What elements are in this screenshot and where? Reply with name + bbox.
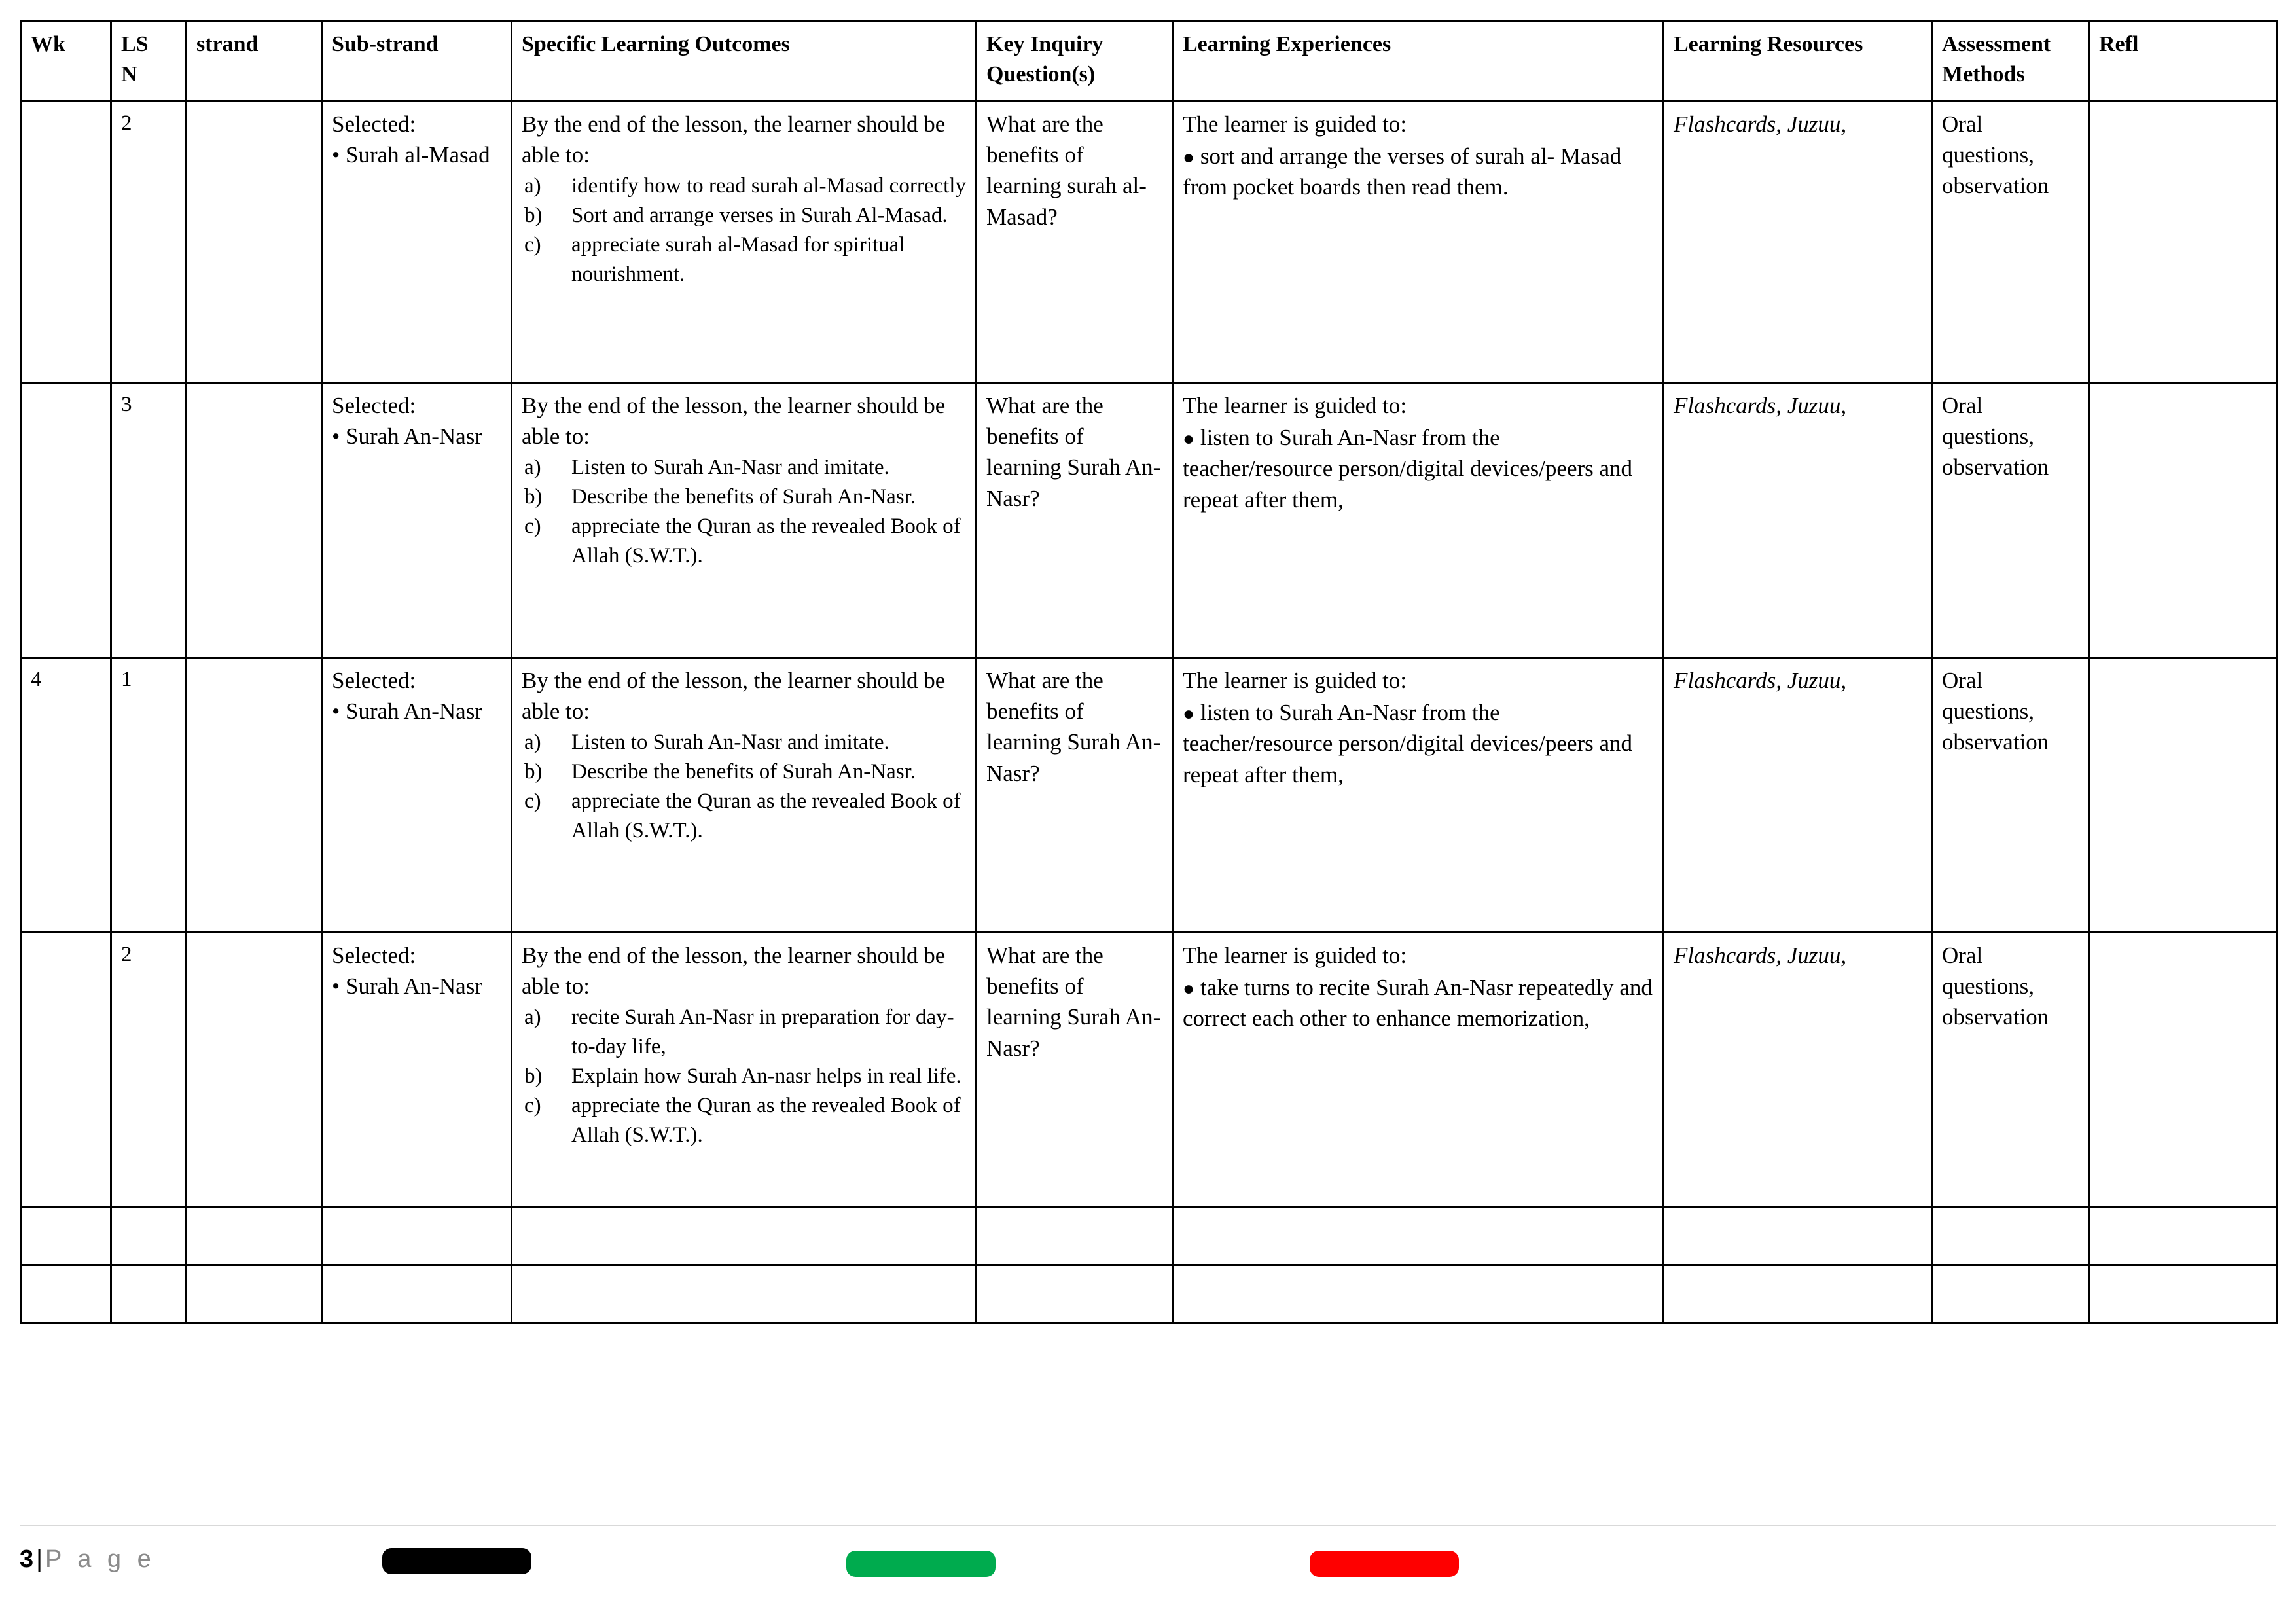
table-row bbox=[21, 101, 2278, 382]
outcomes-lead: By the end of the lesson, the learner should be able to: bbox=[522, 942, 946, 1000]
outcome-marker: c) bbox=[524, 233, 541, 257]
outcome-text: Describe the benefits of Surah An-Nasr. bbox=[571, 485, 916, 509]
cell-key-inquiry-question bbox=[977, 1265, 1173, 1322]
page-number-separator: | bbox=[36, 1545, 43, 1573]
cell-wk: 4 bbox=[21, 657, 111, 932]
header-lsn bbox=[111, 21, 187, 101]
outcome-item bbox=[522, 512, 967, 571]
outcome-item bbox=[522, 787, 967, 846]
outcome-text: appreciate the Quran as the revealed Book of Allah (S.W.T.). bbox=[571, 789, 961, 842]
outcome-item bbox=[522, 1091, 967, 1150]
outcome-text: identify how to read surah al-Masad correctly bbox=[571, 174, 966, 198]
scheme-of-work-table bbox=[20, 20, 2278, 1324]
cell-learning-experiences bbox=[1173, 1265, 1664, 1322]
table-header-row bbox=[21, 21, 2278, 101]
red-chip bbox=[1310, 1551, 1459, 1577]
cell-sub-strand bbox=[322, 932, 512, 1207]
cell-refl bbox=[2089, 932, 2278, 1207]
cell-lsn: 1 bbox=[111, 657, 187, 932]
experience-text: listen to Surah An-Nasr from the teacher/resource person/digital devices/peers and repeat after them, bbox=[1183, 425, 1633, 513]
outcome-marker: c) bbox=[524, 1093, 541, 1117]
outcome-item bbox=[522, 230, 967, 289]
page-footer bbox=[0, 1535, 2296, 1620]
cell-learning-resources: Flashcards, Juzuu, bbox=[1664, 101, 1932, 382]
cell-sub-strand bbox=[322, 657, 512, 932]
cell-strand bbox=[187, 932, 322, 1207]
outcome-item bbox=[522, 728, 967, 757]
sub-strand-item: • Surah An-Nasr bbox=[332, 424, 482, 450]
cell-lsn: 3 bbox=[111, 382, 187, 657]
outcome-text: Listen to Surah An-Nasr and imitate. bbox=[571, 731, 889, 755]
header-assessment-line2: Methods bbox=[1942, 62, 2025, 86]
cell-strand bbox=[187, 1207, 322, 1265]
outcome-text: Explain how Surah An-nasr helps in real life. bbox=[571, 1064, 961, 1089]
header-kiq-line1: Key Inquiry bbox=[986, 32, 1103, 56]
sub-strand-heading: Selected: bbox=[332, 942, 416, 968]
cell-learning-resources bbox=[1664, 1207, 1932, 1265]
outcome-text: appreciate surah al-Masad for spiritual nourishment. bbox=[571, 233, 905, 286]
outcomes-list bbox=[522, 171, 967, 289]
cell-learning-experiences bbox=[1173, 932, 1664, 1207]
table-row-blank bbox=[21, 1207, 2278, 1265]
header-refl: Refl bbox=[2089, 21, 2278, 101]
table-row bbox=[21, 657, 2278, 932]
table-row bbox=[21, 382, 2278, 657]
cell-refl bbox=[2089, 382, 2278, 657]
page-word-label: P a g e bbox=[45, 1545, 156, 1573]
header-wk: Wk bbox=[21, 21, 111, 101]
cell-specific-learning-outcomes bbox=[512, 382, 977, 657]
experiences-lead: The learner is guided to: bbox=[1183, 111, 1407, 137]
cell-key-inquiry-question: What are the benefits of learning surah al-Masad? bbox=[977, 101, 1173, 382]
outcome-item bbox=[522, 171, 967, 201]
green-chip bbox=[846, 1551, 996, 1577]
outcome-marker: b) bbox=[524, 485, 543, 509]
experience-text: take turns to recite Surah An-Nasr repeatedly and correct each other to enhance memorization, bbox=[1183, 975, 1653, 1032]
header-lsn-line2: N bbox=[121, 62, 137, 86]
bullet-icon: ● bbox=[1183, 703, 1195, 725]
cell-wk bbox=[21, 382, 111, 657]
outcomes-lead: By the end of the lesson, the learner should be able to: bbox=[522, 392, 946, 450]
cell-strand bbox=[187, 382, 322, 657]
sub-strand-heading: Selected: bbox=[332, 111, 416, 137]
bullet-icon: ● bbox=[1183, 147, 1195, 169]
outcomes-list bbox=[522, 728, 967, 846]
cell-key-inquiry-question: What are the benefits of learning Surah An-Nasr? bbox=[977, 657, 1173, 932]
sub-strand-item: • Surah An-Nasr bbox=[332, 973, 482, 1000]
outcomes-lead: By the end of the lesson, the learner should be able to: bbox=[522, 111, 946, 168]
outcome-marker: a) bbox=[524, 456, 541, 480]
cell-refl bbox=[2089, 1265, 2278, 1322]
experiences-lead: The learner is guided to: bbox=[1183, 392, 1407, 418]
cell-strand bbox=[187, 101, 322, 382]
cell-lsn bbox=[111, 1207, 187, 1265]
outcome-marker: c) bbox=[524, 514, 541, 539]
cell-learning-resources bbox=[1664, 1265, 1932, 1322]
outcome-marker: b) bbox=[524, 760, 543, 784]
outcome-text: recite Surah An-Nasr in preparation for day-to-day life, bbox=[571, 1005, 954, 1059]
cell-key-inquiry-question bbox=[977, 1207, 1173, 1265]
cell-refl bbox=[2089, 657, 2278, 932]
cell-sub-strand bbox=[322, 382, 512, 657]
cell-wk bbox=[21, 1265, 111, 1322]
outcome-text: appreciate the Quran as the revealed Book of Allah (S.W.T.). bbox=[571, 514, 961, 568]
sub-strand-item: • Surah al-Masad bbox=[332, 142, 490, 168]
cell-sub-strand bbox=[322, 101, 512, 382]
header-learning-experiences: Learning Experiences bbox=[1173, 21, 1664, 101]
cell-assessment-methods: Oral questions, observation bbox=[1932, 382, 2089, 657]
outcome-marker: a) bbox=[524, 731, 541, 755]
cell-learning-resources: Flashcards, Juzuu, bbox=[1664, 932, 1932, 1207]
outcome-text: appreciate the Quran as the revealed Book of Allah (S.W.T.). bbox=[571, 1093, 961, 1147]
cell-specific-learning-outcomes bbox=[512, 1265, 977, 1322]
header-strand: strand bbox=[187, 21, 322, 101]
cell-lsn: 2 bbox=[111, 101, 187, 382]
cell-wk bbox=[21, 1207, 111, 1265]
cell-learning-experiences bbox=[1173, 1207, 1664, 1265]
outcome-item bbox=[522, 1003, 967, 1062]
experience-bullet bbox=[1183, 141, 1655, 203]
outcome-item bbox=[522, 453, 967, 482]
outcome-text: Sort and arrange verses in Surah Al-Masad. bbox=[571, 204, 948, 228]
cell-assessment-methods: Oral questions, observation bbox=[1932, 932, 2089, 1207]
outcome-item bbox=[522, 757, 967, 787]
experiences-lead: The learner is guided to: bbox=[1183, 667, 1407, 693]
outcome-marker: b) bbox=[524, 204, 543, 228]
cell-sub-strand bbox=[322, 1265, 512, 1322]
experience-bullet bbox=[1183, 697, 1655, 790]
cell-specific-learning-outcomes bbox=[512, 101, 977, 382]
header-assessment-methods bbox=[1932, 21, 2089, 101]
cell-wk bbox=[21, 932, 111, 1207]
header-specific-learning-outcomes: Specific Learning Outcomes bbox=[512, 21, 977, 101]
experience-text: listen to Surah An-Nasr from the teacher/resource person/digital devices/peers and repeat after them, bbox=[1183, 700, 1633, 787]
experience-text: sort and arrange the verses of surah al- Masad from pocket boards then read them. bbox=[1183, 143, 1622, 200]
header-sub-strand: Sub-strand bbox=[322, 21, 512, 101]
cell-learning-experiences bbox=[1173, 657, 1664, 932]
bullet-icon: ● bbox=[1183, 978, 1195, 1000]
sub-strand-item: • Surah An-Nasr bbox=[332, 698, 482, 725]
header-key-inquiry-questions bbox=[977, 21, 1173, 101]
cell-assessment-methods bbox=[1932, 1265, 2089, 1322]
outcome-marker: c) bbox=[524, 789, 541, 814]
cell-assessment-methods bbox=[1932, 1207, 2089, 1265]
table-row-blank bbox=[21, 1265, 2278, 1322]
outcome-item bbox=[522, 1062, 967, 1091]
footer-divider bbox=[20, 1525, 2276, 1526]
black-chip bbox=[382, 1548, 531, 1574]
outcome-item bbox=[522, 482, 967, 512]
cell-learning-resources: Flashcards, Juzuu, bbox=[1664, 382, 1932, 657]
cell-key-inquiry-question: What are the benefits of learning Surah An-Nasr? bbox=[977, 382, 1173, 657]
page-number-label bbox=[20, 1545, 156, 1574]
experiences-lead: The learner is guided to: bbox=[1183, 942, 1407, 968]
cell-lsn: 2 bbox=[111, 932, 187, 1207]
page-number-value: 3 bbox=[20, 1545, 34, 1573]
cell-strand bbox=[187, 1265, 322, 1322]
outcome-marker: b) bbox=[524, 1064, 543, 1089]
cell-refl bbox=[2089, 1207, 2278, 1265]
table-body bbox=[21, 101, 2278, 1322]
cell-strand bbox=[187, 657, 322, 932]
outcomes-list bbox=[522, 453, 967, 571]
outcome-marker: a) bbox=[524, 174, 541, 198]
header-learning-resources: Learning Resources bbox=[1664, 21, 1932, 101]
header-assessment-line1: Assessment bbox=[1942, 32, 2051, 56]
cell-learning-resources: Flashcards, Juzuu, bbox=[1664, 657, 1932, 932]
outcome-marker: a) bbox=[524, 1005, 541, 1030]
cell-learning-experiences bbox=[1173, 382, 1664, 657]
cell-sub-strand bbox=[322, 1207, 512, 1265]
cell-assessment-methods: Oral questions, observation bbox=[1932, 657, 2089, 932]
cell-specific-learning-outcomes bbox=[512, 1207, 977, 1265]
experience-bullet bbox=[1183, 972, 1655, 1034]
outcomes-list bbox=[522, 1003, 967, 1149]
header-lsn-line1: LS bbox=[121, 32, 149, 56]
sub-strand-heading: Selected: bbox=[332, 392, 416, 418]
cell-specific-learning-outcomes bbox=[512, 932, 977, 1207]
experience-bullet bbox=[1183, 422, 1655, 515]
bullet-icon: ● bbox=[1183, 428, 1195, 450]
sub-strand-heading: Selected: bbox=[332, 667, 416, 693]
outcome-text: Listen to Surah An-Nasr and imitate. bbox=[571, 456, 889, 480]
cell-wk bbox=[21, 101, 111, 382]
cell-learning-experiences bbox=[1173, 101, 1664, 382]
outcome-text: Describe the benefits of Surah An-Nasr. bbox=[571, 760, 916, 784]
cell-specific-learning-outcomes bbox=[512, 657, 977, 932]
header-kiq-line2: Question(s) bbox=[986, 62, 1096, 86]
table-row bbox=[21, 932, 2278, 1207]
cell-assessment-methods: Oral questions, observation bbox=[1932, 101, 2089, 382]
cell-key-inquiry-question: What are the benefits of learning Surah An-Nasr? bbox=[977, 932, 1173, 1207]
cell-lsn bbox=[111, 1265, 187, 1322]
cell-refl bbox=[2089, 101, 2278, 382]
outcome-item bbox=[522, 201, 967, 230]
outcomes-lead: By the end of the lesson, the learner should be able to: bbox=[522, 667, 946, 725]
